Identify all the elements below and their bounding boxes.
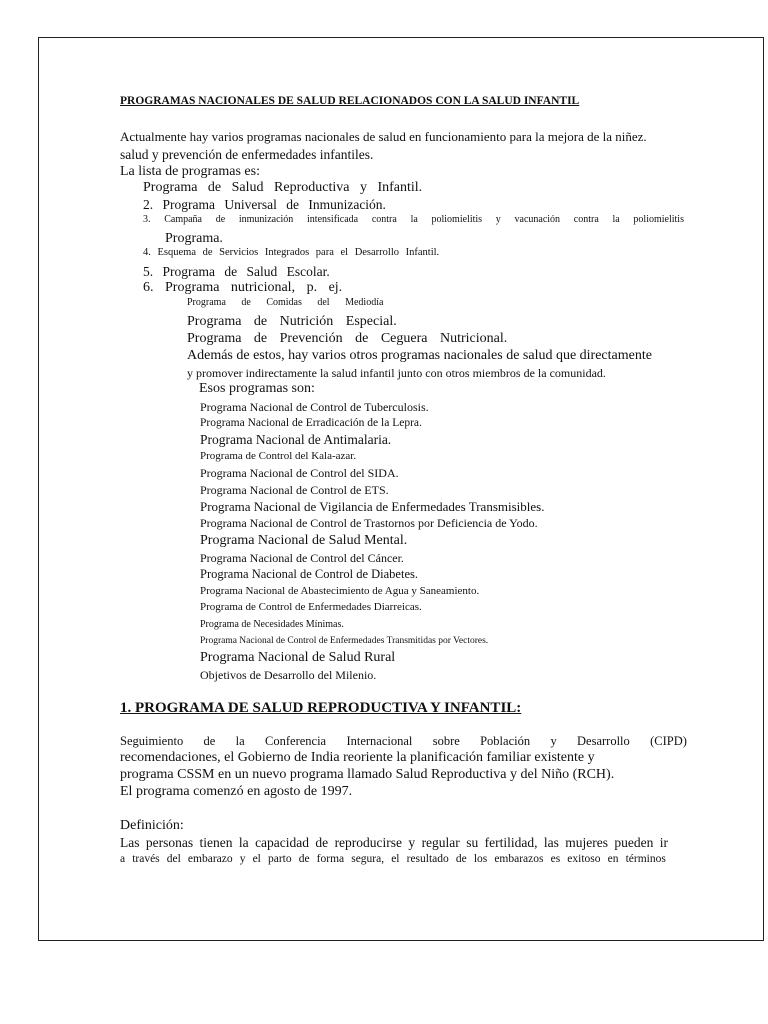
word: el (391, 853, 400, 865)
word: las (543, 835, 559, 850)
other-program-label: Programa Nacional de Control del Cáncer. (200, 551, 404, 565)
word: de (298, 853, 310, 865)
word: exitoso (567, 853, 601, 865)
program-item-5: 5. Programa de Salud Escolar. (143, 264, 330, 279)
word: inmunización (238, 214, 294, 225)
word: la (235, 734, 245, 748)
other-program-label: Programa Nacional de Control de Enfermedades Transmitidas por Vectores. (200, 636, 489, 646)
other-program-label: Programa Nacional de Control del SIDA. (200, 466, 399, 480)
definition-heading: Definición: (120, 818, 184, 833)
intro-line-3: La lista de programas es: (120, 164, 260, 179)
word: Desarrollo (577, 734, 630, 748)
definition-line-1 (120, 836, 668, 850)
other-program-item (187, 651, 395, 665)
other-program-label: Programa Nacional de Vigilancia de Enfermedades Transmisibles. (200, 499, 545, 514)
word: resultado (406, 853, 449, 865)
word: Campaña (164, 214, 202, 225)
other-program-label: Programa Nacional de Control de Diabetes. (200, 567, 418, 581)
other-program-item (187, 484, 389, 496)
program-item-6: 6. Programa nutricional, p. ej. (143, 280, 343, 295)
other-program-item (187, 500, 544, 513)
other-program-label: Programa Nacional de Salud Mental. (200, 533, 408, 548)
section-heading: 1. PROGRAMA DE SALUD REPRODUCTIVA Y INFANTIL: (120, 700, 522, 716)
word: Seguimiento (120, 734, 184, 748)
other-program-item (187, 552, 404, 564)
other-program-label: Programa Nacional de Salud Rural (200, 650, 396, 665)
definition-line-2 (120, 854, 666, 866)
word: contra (573, 214, 599, 225)
word: segura, (351, 853, 385, 865)
word: y (239, 853, 246, 865)
word: ir (659, 835, 668, 850)
other-program-item (187, 568, 418, 581)
program-item-4: 4. Esquema de Servicios Integrados para el Desarrollo Infantil. (143, 247, 440, 258)
other-program-item (187, 637, 488, 647)
section-paragraph-line-4: El programa comenzó en agosto de 1997. (120, 784, 353, 799)
word: de (203, 734, 216, 748)
word: mujeres (565, 835, 608, 850)
word: la (612, 214, 620, 225)
other-program-label: Programa Nacional de Control de ETS. (200, 483, 389, 497)
section-paragraph-line-2: recomendaciones, el Gobierno de India reoriente la planificación familiar existente y (120, 750, 595, 765)
word: vacunación (514, 214, 561, 225)
word: personas (145, 835, 194, 850)
word: su (466, 835, 479, 850)
word: capacidad (255, 835, 310, 850)
nutrition-item-2: Programa de Nutrición Especial. (187, 314, 397, 329)
word: 3. (143, 214, 151, 225)
word: los (473, 853, 488, 865)
other-program-item (187, 433, 391, 447)
word: de (315, 835, 329, 850)
word: y (495, 214, 501, 225)
program-item-3-line-1 (143, 215, 684, 225)
word: tienen (199, 835, 233, 850)
word: el (252, 853, 261, 865)
nutrition-note-line-2: y promover indirectamente la salud infantil junto con otros miembros de la comunidad. (187, 366, 606, 380)
other-program-label: Programa Nacional de Erradicación de la Lepra. (200, 417, 422, 429)
other-program-item (187, 534, 407, 548)
program-item-3-line-2: Programa. (165, 231, 223, 246)
word: (CIPD) (650, 734, 687, 748)
word: regular (421, 835, 460, 850)
word: la (238, 835, 249, 850)
nutrition-note-line-1: Además de estos, hay varios otros programas nacionales de salud que directamente (187, 348, 652, 363)
other-program-item (187, 418, 422, 430)
word: del (166, 853, 181, 865)
word: parto (267, 853, 292, 865)
program-item-1: Programa de Salud Reproductiva y Infantil. (143, 180, 423, 195)
other-programs-intro: Esos programas son: (199, 381, 315, 396)
other-program-label: Programa de Control de Enfermedades Diarreicas. (200, 601, 422, 613)
word: y (408, 835, 416, 850)
word: términos (625, 853, 666, 865)
other-program-label: Programa Nacional de Control de Trastornos por Deficiencia de Yodo. (200, 516, 538, 530)
word: Conferencia (265, 734, 327, 748)
other-program-item (187, 467, 399, 479)
word: forma (316, 853, 345, 865)
word: contra (371, 214, 397, 225)
program-item-2: 2. Programa Universal de Inmunización. (143, 197, 386, 212)
nutrition-item-1: Programa de Comidas del Mediodía (187, 297, 384, 308)
word: la (410, 214, 418, 225)
other-program-label: Programa Nacional de Antimalaria. (200, 432, 392, 447)
word: Población (480, 734, 531, 748)
section-paragraph-line-1 (120, 735, 687, 748)
other-program-item (187, 602, 422, 613)
page-title: PROGRAMAS NACIONALES DE SALUD RELACIONADOS CON LA SALUD INFANTIL (120, 95, 580, 107)
other-program-item (187, 401, 429, 413)
other-program-item (187, 451, 356, 462)
word: reproducirse (334, 835, 403, 850)
word: través (132, 853, 160, 865)
word: intensificada (307, 214, 359, 225)
word: Las (120, 835, 140, 850)
word: a (120, 853, 126, 865)
other-program-item (187, 620, 344, 630)
other-program-label: Objetivos de Desarrollo del Milenio. (200, 668, 377, 682)
word: embarazos (494, 853, 544, 865)
word: Internacional (346, 734, 413, 748)
other-program-label: Programa de Control del Kala-azar. (200, 450, 357, 462)
other-program-item (187, 586, 479, 597)
word: de (455, 853, 467, 865)
other-program-item (187, 669, 376, 681)
other-program-item (187, 517, 538, 529)
word: pueden (614, 835, 654, 850)
word: es (550, 853, 561, 865)
word: en (607, 853, 619, 865)
other-program-label: Programa Nacional de Control de Tuberculosis. (200, 400, 429, 414)
word: de (215, 214, 226, 225)
other-program-label: Programa Nacional de Abastecimiento de Agua y Saneamiento. (200, 585, 480, 597)
word: poliomielitis (633, 214, 684, 225)
word: fertilidad, (484, 835, 538, 850)
word: poliomielitis (431, 214, 483, 225)
word: y (550, 734, 557, 748)
intro-line-1: Actualmente hay varios programas nacionales de salud en funcionamiento para la mejora de la niñez. (120, 129, 647, 144)
other-program-label: Programa de Necesidades Mínimas. (200, 619, 344, 630)
word: sobre (432, 734, 460, 748)
nutrition-item-3: Programa de Prevención de Ceguera Nutricional. (187, 331, 508, 346)
word: embarazo (187, 853, 233, 865)
section-paragraph-line-3: programa CSSM en un nuevo programa llamado Salud Reproductiva y del Niño (RCH). (120, 767, 615, 782)
intro-line-2: salud y prevención de enfermedades infantiles. (120, 147, 374, 162)
